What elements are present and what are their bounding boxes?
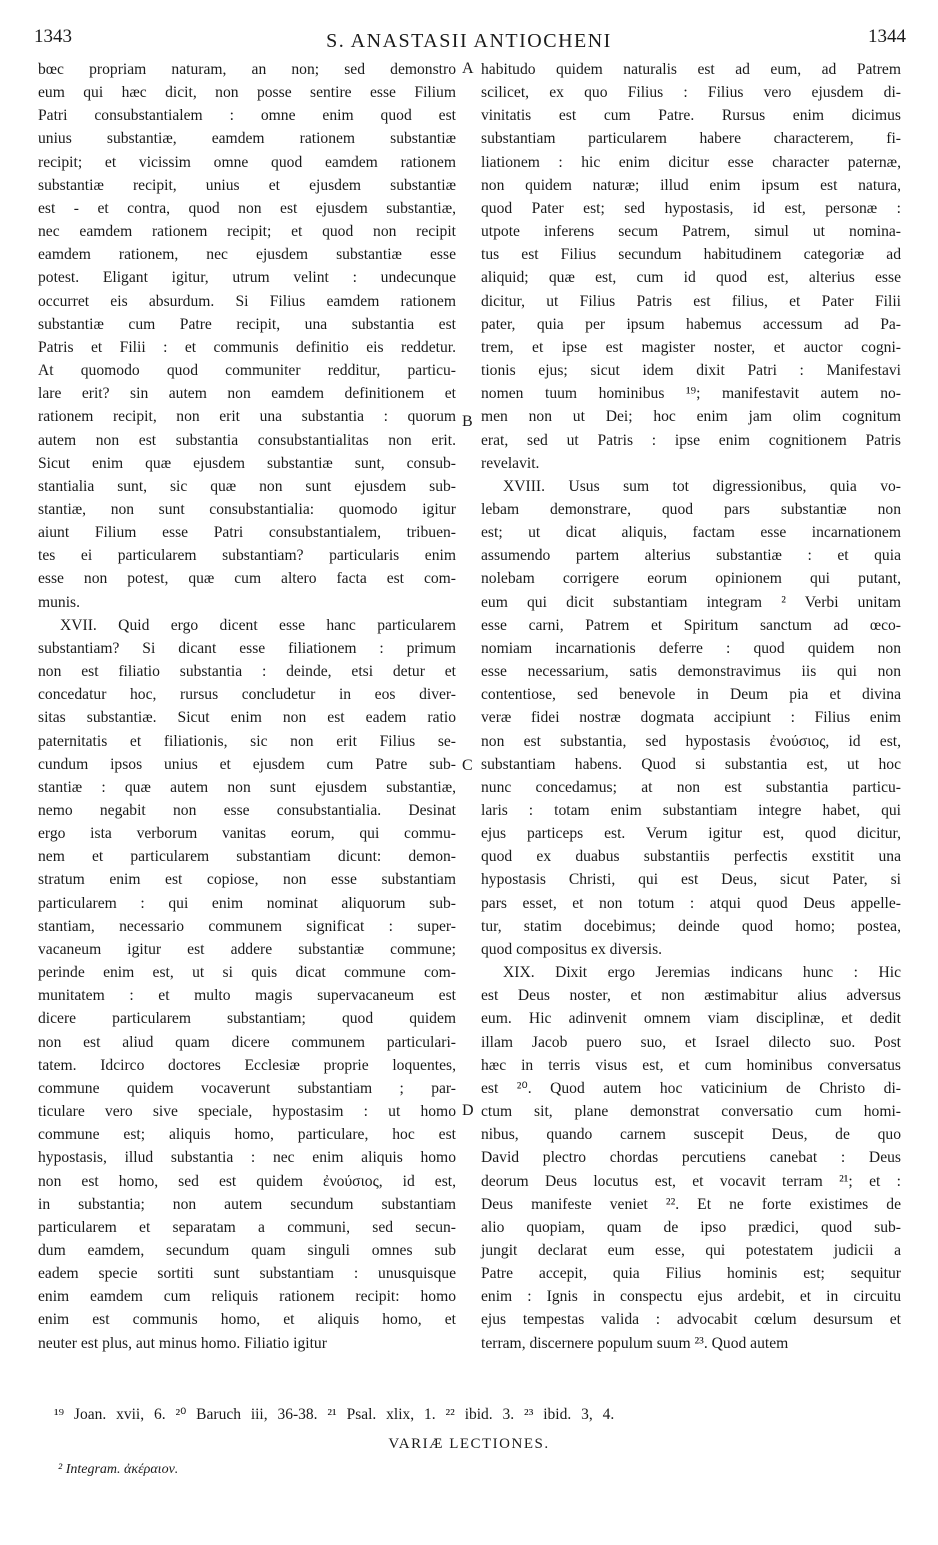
text-line: tionis ejus; sicut idem dixit Patri : Manifestavi (481, 362, 901, 380)
text-line: unius substantiæ, eamdem rationem substantiæ (38, 130, 456, 148)
text-line: laris : totam enim substantiam integre habet, qui (481, 802, 901, 819)
text-line: nunc concedamus; at non est substantia particu- (481, 778, 901, 796)
text-line: contentiose, sed benevole in Deum pia et divina (481, 686, 901, 704)
text-line: commune quidem vocaverunt substantiam ; par- (38, 1079, 456, 1097)
text-line: substantiam habens. Quod si substantia est, ut hoc (481, 755, 901, 773)
text-line: substantiæ recipit, unius et ejusdem substantiæ (38, 176, 456, 194)
text-line: revelavit. (481, 454, 540, 472)
text-line: eum qui dicit substantiam integram ² Verbi unitam (481, 593, 901, 611)
text-line: enim : Ignis in conspectu ejus ardebit, et in circuitu (481, 1288, 901, 1306)
text-line: stantiæ, non sunt consubstantialia: quomodo igitur (38, 500, 456, 518)
text-line: XVIII. Usus sum tot digressionibus, quia vo- (503, 477, 901, 495)
text-line: sitas substantiæ. Sicut enim non est eadem ratio (38, 709, 456, 727)
page-number-right: 1344 (868, 26, 906, 47)
text-line: non est homo, sed est quidem ἐνούσιος, id est, (38, 1172, 456, 1190)
text-line: David plectro chordas percutiens canebat : Deus (481, 1149, 901, 1167)
text-line: vinitatis est cum Patre. Rursus enim dicimus (481, 107, 901, 125)
text-line: liationem : hic enim dicitur esse character paternæ, (481, 153, 901, 171)
text-line: est; ut dicat aliquis, factam esse incarnationem (481, 524, 901, 542)
text-line: in substantia; non autem secundum substantiam (38, 1195, 456, 1213)
text-line: hæc in terris visus est, et cum hominibus conversatus (481, 1056, 901, 1074)
text-line: ejus particeps est. Verum igitur est, quod dicitur, (481, 825, 901, 843)
text-line: ticulare vero sive speciale, hypostasim : ut homo (38, 1103, 456, 1121)
text-line: substantiæ cum Patre recipit, una substantia est (38, 315, 456, 333)
text-line: tur, statim docebimus; deinde quod homo; postea, (481, 917, 901, 935)
text-line: terram, discernere populum suum ²³. Quod autem (481, 1334, 789, 1352)
text-line: bœc propriam naturam, an non; sed demonstro (38, 61, 456, 78)
text-line: ctum sit, plane demonstrat conversatio cum homi- (481, 1103, 901, 1121)
text-line: non est substantia, sed hypostasis ἐνούσιος, id est, (481, 732, 901, 750)
text-line: jungit declarat eum esse, qui potestatem judicii a (481, 1241, 901, 1259)
text-line: dicitur, ut Filius Patris est filius, et Pater Filii (481, 292, 901, 310)
text-line: eum qui hæc dicit, non posse sentire esse Filium (38, 84, 456, 102)
text-line: dicere particularem substantiam; quod quidem (38, 1010, 456, 1028)
text-line: Patri consubstantialem : omne enim quod est (38, 107, 456, 125)
text-line: assumendo partem alterius substantiæ : et quia (481, 547, 901, 565)
variae-lectiones-note: ² Integram. ἀκέραιον. (58, 1462, 179, 1477)
text-line: est - et contra, quod non est ejusdem substantiæ, (38, 199, 456, 217)
text-line: tes ei particularem substantiam? particularis enim (38, 547, 456, 565)
text-line: aiunt Filium esse Patri consubstantialem, tribuen- (38, 524, 456, 542)
left-column (38, 58, 456, 1355)
text-line: vacaneum igitur est addere substantiæ commune; (38, 940, 456, 958)
margin-letter-d: D (462, 1102, 474, 1119)
right-column (481, 58, 901, 1355)
text-line: habitudo quidem naturalis est ad eum, ad Patrem (481, 61, 901, 78)
text-line: commune est; aliquis homo, particulare, hoc est (38, 1126, 456, 1144)
text-line: erat, sed ut Patris : ipse enim cognitionem Patris (481, 431, 901, 449)
text-line: stratum enim est copiose, non esse substantiam (38, 871, 456, 889)
text-line: potest. Eligant igitur, utrum velint : undecunque (38, 269, 456, 287)
text-line: ejus tempestas valida : advocabit cœlum desursum et (481, 1311, 901, 1329)
text-line: stantiæ : quæ autem non sunt ejusdem substantiæ, (38, 778, 456, 796)
text-line: Patre accepit, quia Filius hominis est; sequitur (481, 1265, 901, 1283)
text-line: quod compositus ex diversis. (481, 940, 663, 958)
text-line: XVII. Quid ergo dicent esse hanc particularem (60, 616, 456, 634)
text-line: Sicut enim quæ ejusdem substantiæ sunt, consub- (38, 454, 456, 472)
text-line: enim est communis homo, et aliquis homo, et (38, 1311, 456, 1329)
text-line: munis. (38, 593, 81, 611)
text-line: scilicet, ex quo Filius : Filius vero ejusdem di- (481, 84, 901, 102)
text-line: munitatem : et multo magis supervacaneum est (38, 987, 456, 1005)
text-line: nomiam incarnationis deferre : quod quidem non (481, 639, 901, 657)
text-line: veræ fidei nostræ dogmata accipiunt : Filius enim (481, 709, 901, 727)
text-line: Patris et Filii : et communis definitio eis reddetur. (38, 338, 456, 356)
text-line: esse carni, Patrem et Spiritum sanctum ad œco- (481, 616, 901, 634)
text-line: pars esset, et non totum : atqui quod Deus appelle- (481, 894, 901, 912)
text-line: lebam demonstrare, quod pars substantiæ non (481, 500, 901, 518)
text-line: ergo ista verborum vanitas eorum, qui commu- (38, 825, 456, 843)
page-number-left: 1343 (34, 26, 72, 47)
text-line: nomen tuum hominibus ¹⁹; manifestavit autem no- (481, 385, 901, 403)
text-line: recipit; et vicissim omne quod eamdem rationem (38, 153, 456, 171)
text-line: pater, quia per ipsum habemus accessum ad Pa- (481, 315, 901, 333)
text-line: quod ex duabus substantiis perfectis exstitit una (481, 848, 901, 866)
text-line: non est aliud quam dicere communem particulari- (38, 1033, 456, 1051)
text-line: esse necessarium, satis demonstravimus iis qui non (481, 663, 901, 681)
text-line: nolebam corrigere eorum opinionem qui putant, (481, 570, 901, 588)
text-line: eadem specie sortiti sunt substantiam : unusquisque (38, 1265, 456, 1283)
text-line: eum. Hic adinvenit omnem viam disciplinæ, et dedit (481, 1010, 901, 1028)
text-line: esse non potest, quæ cum altero facta est com- (38, 570, 456, 588)
text-line: Deus manifeste veniet ²². Et ne forte existimes de (481, 1195, 901, 1213)
text-line: neuter est plus, aut minus homo. Filiatio igitur (38, 1334, 327, 1352)
text-line: alio quopiam, quam de ipso prædici, quod sub- (481, 1218, 901, 1236)
text-line: hypostasis Christi, qui est Deus, sicut Pater, si (481, 871, 901, 889)
text-line: trem, et ipse est magister noster, et auctor cogni- (481, 338, 901, 356)
text-line: quod Pater est; sed hypostasis, id est, personæ : (481, 199, 901, 217)
footnotes: ¹⁹ Joan. xvii, 6. ²⁰ Baruch iii, 36-38. ²¹ Psal. xlix, 1. ²² ibid. 3. ²³ ibid. 3, 4. (54, 1406, 615, 1423)
text-line: tatem. Idcirco doctores Ecclesiæ proprie loquentes, (38, 1056, 456, 1074)
text-line: eamdem rationem, nec ejusdem substantiæ esse (38, 246, 456, 264)
text-line: non est filiatio substantia : deinde, etsi detur et (38, 663, 456, 681)
text-line: non quidem naturæ; illud enim ipsum est natura, (481, 176, 901, 194)
text-line: men non ut Dei; hoc enim jam olim cognitum (481, 408, 901, 426)
text-line: paternitatis et filiationis, sic non erit Filius se- (38, 732, 456, 750)
text-line: nem et particularem substantiam dicunt: demon- (38, 848, 456, 866)
text-line: substantiam? Si dicant esse filiationem : primum (38, 639, 456, 657)
text-line: illam Jacob puero suo, et Israel dilecto suo. Post (481, 1033, 901, 1051)
text-line: perinde enim est, ut si quis dicat commune com- (38, 964, 456, 982)
margin-letter-b: B (462, 413, 473, 430)
text-line: deorum Deus locutus est, et vocavit terram ²¹; et : (481, 1172, 901, 1190)
text-line: particularem et separatam a communi, sed secun- (38, 1218, 456, 1236)
text-line: XIX. Dixit ergo Jeremias indicans hunc : Hic (503, 964, 901, 982)
text-line: occurret eis absurdum. Si Filius eamdem rationem (38, 292, 456, 310)
text-line: lare erit? sin autem non eamdem definitionem et (38, 385, 456, 403)
text-line: hypostasis, illud substantia : nec enim aliquis homo (38, 1149, 456, 1167)
text-line: rationem recipit, non erit una substantia : quorum (38, 408, 456, 426)
text-line: est Deus noster, et non æstimabitur alius adversus (481, 987, 901, 1005)
variae-lectiones-heading: VARIÆ LECTIONES. (388, 1436, 550, 1452)
text-line: autem non est substantia consubstantialitas non erit. (38, 431, 456, 449)
text-line: utpote inferens secum Patrem, simul ut nomina- (481, 223, 901, 241)
text-line: nec eamdem rationem recipit; et quod non recipit (38, 223, 456, 241)
text-line: stantialia sunt, sic quæ non sunt ejusdem sub- (38, 477, 456, 495)
margin-letter-c: C (462, 757, 473, 774)
text-line: particularem : qui enim nominat aliquorum sub- (38, 894, 456, 912)
text-line: concedatur hoc, rursus concludetur in eos diver- (38, 686, 456, 704)
text-line: substantiam particularem habere characterem, fi- (481, 130, 901, 148)
running-title: S. ANASTASII ANTIOCHENI (326, 30, 612, 52)
text-line: dum eamdem, secundum quam singuli omnes sub (38, 1241, 456, 1259)
text-line: nibus, quando carnem suscepit Deus, de quo (481, 1126, 901, 1144)
text-line: At quomodo quod communiter redditur, particu- (38, 362, 456, 380)
text-line: aliquid; quæ est, cum id quod est, alterius esse (481, 269, 901, 287)
text-line: stantiam, necessario communem significat : super- (38, 917, 456, 935)
text-line: est ²⁰. Quod autem hoc vaticinium de Christo di- (481, 1079, 901, 1097)
text-line: tus est Filius secundum habitudinem categoriæ ad (481, 246, 901, 264)
text-line: cundum ipsos unius et ejusdem cum Patre sub- (38, 755, 456, 773)
margin-letter-a: A (462, 60, 474, 77)
text-line: enim eamdem cum reliquis rationem recipit: homo (38, 1288, 456, 1306)
text-line: nemo negabit non esse consubstantialia. Desinat (38, 802, 456, 819)
